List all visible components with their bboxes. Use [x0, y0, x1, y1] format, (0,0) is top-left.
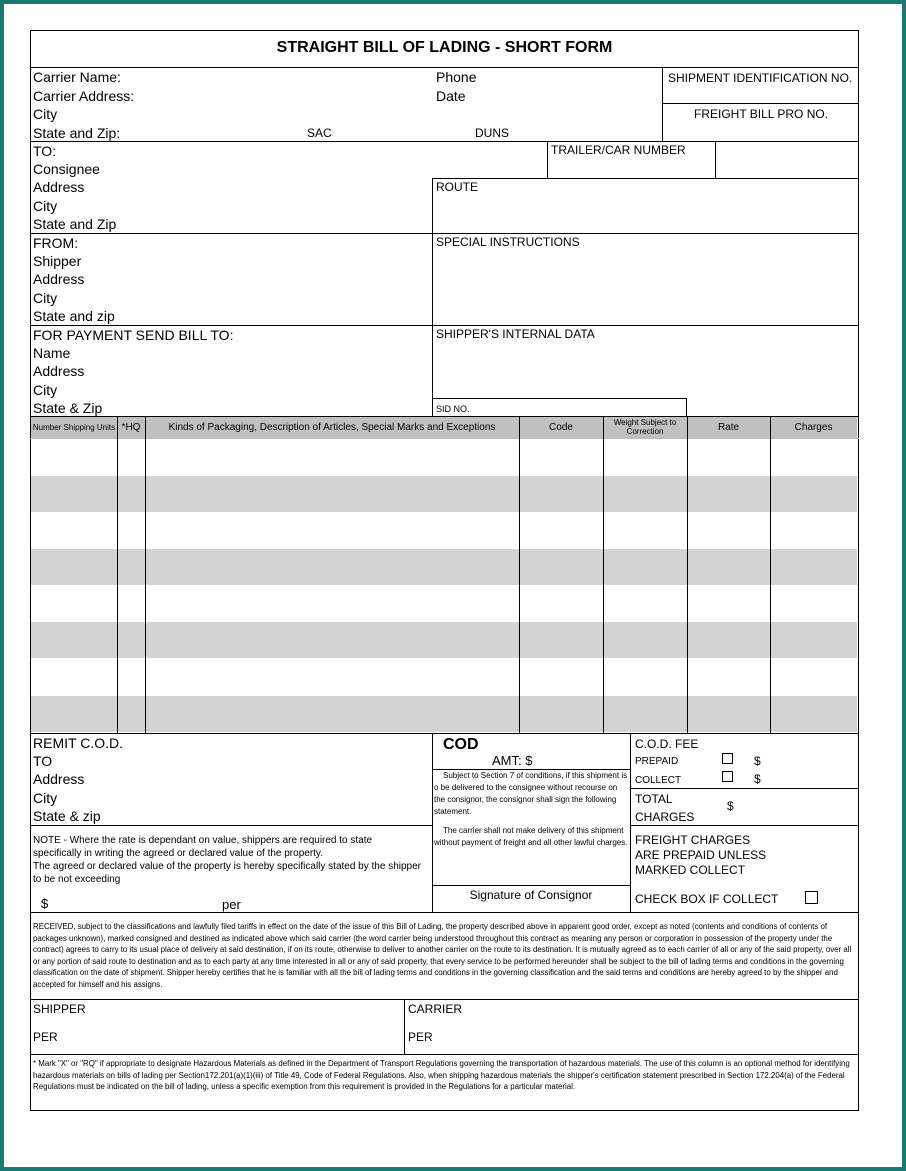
- carrier-city-label: City: [33, 106, 58, 122]
- col-units-header: Number Shipping Units: [32, 422, 116, 432]
- cod-fee-label: C.O.D. FEE: [635, 737, 699, 751]
- col-description-header: Kinds of Packaging, Description of Articles, Special Marks and Exceptions: [168, 421, 496, 433]
- to-heading: TO:: [33, 143, 57, 159]
- sid-label: SID NO.: [436, 404, 470, 414]
- total-dollar: $: [727, 799, 734, 813]
- payment-heading: FOR PAYMENT SEND BILL TO:: [33, 327, 234, 343]
- from-city-label: City: [33, 290, 58, 306]
- trailer-label: TRAILER/CAR NUMBER: [551, 143, 686, 157]
- received-terms-text: RECEIVED, subject to the classifications and lawfully filed tariffs in effect on the date of the issue of this Bill of Lading, the property described above in apparent good order, except as noted (contents and conditions of contents of packages unknown), marked consigned and destined as indicated above which said carrier (the word carrier being understood throughout this contract as meaning any person or corporation in possession of the property under the contract) agrees to carry to its usual place of delivery at said destination, if on its route, otherwise to deliver to another carrier on the route to its destination. It is mutually agreed as to each carrier of all or any of the said property, over all or any portion of said route to destination and as to each party at any time interested in all or any of said property, that every service to be performed hereunder shall be subject to the bill of lading terms and conditions in the governing classification on the date of shipment. Shipper hereby certifies that he is familiar with all the bill of lading terms and conditions in the governing classification and the said terms and conditions are hereby agreed to by the shipper and accepted for himself and his assigns.: [33, 922, 852, 989]
- collect-label: COLLECT: [635, 775, 682, 786]
- carrier-address-label: Carrier Address:: [33, 88, 135, 104]
- signature-consignor-label: Signature of Consignor: [469, 888, 593, 902]
- table-row[interactable]: [31, 549, 857, 585]
- col-hq-header: *HQ: [121, 421, 141, 433]
- note-text-1: NOTE - Where the rate is dependant on value, shippers are required to state specifically in writing the agreed or declared value of the property.: [33, 835, 373, 859]
- duns-label: DUNS: [475, 126, 510, 140]
- remit-city-label: City: [33, 790, 58, 806]
- payment-state-zip-label: State & Zip: [33, 400, 103, 416]
- note-per: per: [222, 897, 241, 912]
- sac-label: SAC: [307, 126, 332, 140]
- note-dollar: $: [41, 896, 49, 911]
- remit-state-zip-label: State & zip: [33, 808, 101, 824]
- check-if-collect-label: CHECK BOX IF COLLECT: [635, 892, 779, 906]
- shipper-sign-label: SHIPPER: [33, 1002, 86, 1016]
- total-label: TOTAL: [635, 792, 673, 806]
- form-title: STRAIGHT BILL OF LADING - SHORT FORM: [276, 39, 613, 56]
- carrier-sign-label: CARRIER: [408, 1002, 463, 1016]
- charges-label: CHARGES: [635, 810, 695, 824]
- freight-bill-label: FREIGHT BILL PRO NO.: [694, 107, 829, 121]
- prepaid-dollar: $: [754, 754, 761, 768]
- date-label: Date: [436, 88, 466, 104]
- carrier-name-label: Carrier Name:: [33, 69, 121, 85]
- hazmat-footnote: * Mark "X" or "RQ" if appropriate to designate Hazardous Materials as defined in the Department of Transport Regulations governing the transportation of hazardous materials. The use of this column is an optional method for identifying hazardous materials on bills of lading per Section172.201(a)(1)(iii) of Title 49, Code of Federal Regulations. Also, when shipping hazardous materials the shipper's certification statement prescribed in Section 172.204(a) of the Federal Regulations must be indicated on the bill of lading, unless a specific exemption from this requirement is provided in the Regulations for a particular material.: [33, 1059, 850, 1091]
- carrier-note-text: The carrier shall not make delivery of this shipment without payment of freight and all other lawful charges.: [434, 826, 628, 847]
- table-row[interactable]: [31, 696, 857, 732]
- freight-note-3: MARKED COLLECT: [635, 863, 746, 877]
- col-rate-header: Rate: [717, 421, 740, 433]
- remit-to-label: TO: [33, 753, 53, 769]
- cod-heading: COD: [443, 736, 479, 753]
- prepaid-label: PREPAID: [635, 756, 679, 767]
- collect-dollar: $: [754, 772, 761, 786]
- shipment-id-label: SHIPMENT IDENTIFICATION NO.: [668, 71, 853, 85]
- from-heading: FROM:: [33, 235, 79, 251]
- special-instructions-label: SPECIAL INSTRUCTIONS: [436, 235, 580, 249]
- freight-note-2: ARE PREPAID UNLESS: [635, 848, 767, 862]
- to-city-label: City: [33, 198, 58, 214]
- phone-label: Phone: [436, 69, 477, 85]
- section7-text: Subject to Section 7 of conditions, if this shipment is o be delivered to the consignee without recourse on the consignor, the consignor shall sign the following statement.: [434, 771, 628, 816]
- table-row[interactable]: [31, 622, 857, 658]
- remit-heading: REMIT C.O.D.: [33, 735, 123, 751]
- carrier-state-zip-label: State and Zip:: [33, 125, 121, 141]
- freight-note-1: FREIGHT CHARGES: [635, 833, 751, 847]
- table-row[interactable]: [31, 476, 857, 512]
- carrier-per-label: PER: [408, 1030, 433, 1044]
- shipper-per-label: PER: [33, 1030, 58, 1044]
- consignee-label: Consignee: [33, 161, 100, 177]
- collect-check-box[interactable]: [805, 891, 818, 904]
- col-charges-header: Charges: [794, 421, 833, 433]
- to-state-zip-label: State and Zip: [33, 216, 117, 232]
- prepaid-checkbox[interactable]: [722, 753, 733, 764]
- shipper-internal-label: SHIPPER'S INTERNAL DATA: [436, 327, 595, 341]
- from-state-zip-label: State and zip: [33, 308, 115, 324]
- col-weight-header: Weight Subject to Correction: [613, 418, 677, 436]
- to-address-label: Address: [33, 179, 85, 195]
- route-label: ROUTE: [436, 180, 478, 194]
- from-address-label: Address: [33, 271, 85, 287]
- col-code-header: Code: [549, 421, 573, 433]
- collect-checkbox[interactable]: [722, 771, 733, 782]
- shipper-label: Shipper: [33, 253, 82, 269]
- cod-amount-label: AMT: $: [492, 753, 533, 768]
- payment-city-label: City: [33, 382, 58, 398]
- payment-address-label: Address: [33, 363, 85, 379]
- remit-address-label: Address: [33, 771, 85, 787]
- payment-name-label: Name: [33, 345, 71, 361]
- note-text-2: The agreed or declared value of the property is hereby specifically stated by the shipper to be not exceeding: [33, 861, 421, 885]
